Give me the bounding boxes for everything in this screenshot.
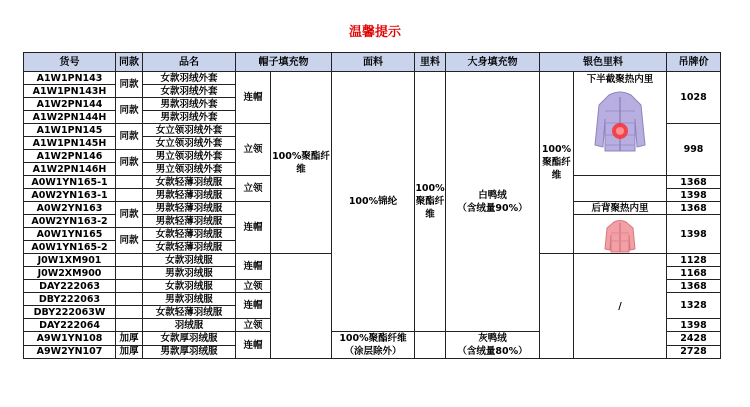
code-cell: A9W2YN107 xyxy=(24,345,116,359)
jacket-pink-icon xyxy=(603,219,637,253)
code-cell: A0W1YN165-1 xyxy=(24,176,116,189)
name-cell: 女款轻薄羽绒服 xyxy=(143,176,236,189)
name-cell: 男款羽绒外套 xyxy=(143,111,236,124)
same-cell xyxy=(116,267,143,280)
header-cell: 吊牌价 xyxy=(667,53,721,72)
header-cell: 里料 xyxy=(415,53,446,72)
code-cell: A1W1PN145 xyxy=(24,124,116,137)
header-cell: 品名 xyxy=(143,53,236,72)
name-cell: 女款羽绒服 xyxy=(143,254,236,267)
price-cell: 998 xyxy=(667,124,721,176)
body-fill-bottom-line1: 灰鸭绒 xyxy=(478,333,507,344)
code-cell: A9W1YN108 xyxy=(24,332,116,346)
name-cell: 男立领羽绒外套 xyxy=(143,150,236,163)
code-cell: A0W1YN165 xyxy=(24,228,116,241)
hat-fill-cell: 100%聚酯纤维 xyxy=(271,72,332,254)
price-cell: 2728 xyxy=(667,345,721,359)
code-cell: A1W2PN144 xyxy=(24,98,116,111)
price-cell: 1368 xyxy=(667,280,721,293)
lining-empty-cell xyxy=(415,332,446,359)
fabric-cell: 100%锦纶 xyxy=(332,72,415,332)
lower-heat-label: 下半截聚热内里 xyxy=(586,74,654,85)
code-cell: A0W2YN163 xyxy=(24,202,116,215)
same-cell xyxy=(116,254,143,267)
code-cell: A0W2YN163-2 xyxy=(24,215,116,228)
name-cell: 女款轻薄羽绒服 xyxy=(143,241,236,254)
code-cell: A1W2PN144H xyxy=(24,111,116,124)
price-cell: 1368 xyxy=(667,176,721,189)
table-row xyxy=(24,72,721,85)
name-cell: 男款羽绒服 xyxy=(143,293,236,306)
same-cell xyxy=(116,280,143,293)
hat-style-cell: 立领 xyxy=(236,319,271,332)
price-cell: 1328 xyxy=(667,293,721,319)
name-cell: 女款厚羽绒服 xyxy=(143,332,236,346)
name-cell: 男款轻薄羽绒服 xyxy=(143,202,236,215)
code-cell: A1W2PN146 xyxy=(24,150,116,163)
same-cell: 加厚 xyxy=(116,345,143,359)
code-cell: DBY222063 xyxy=(24,293,116,306)
code-cell: A1W1PN145H xyxy=(24,137,116,150)
header-cell: 同款 xyxy=(116,53,143,72)
name-cell: 女款羽绒外套 xyxy=(143,85,236,98)
hat-style-cell: 连帽 xyxy=(236,254,271,280)
fabric-bottom-cell: 100%聚酯纤维（涂层除外） xyxy=(332,332,415,359)
silver-image-cell xyxy=(574,72,667,176)
name-cell: 男款羽绒外套 xyxy=(143,98,236,111)
silver-image-cell xyxy=(574,215,667,254)
price-cell: 1398 xyxy=(667,189,721,202)
hat-style-cell: 连帽 xyxy=(236,72,271,124)
body-fill-bottom-cell xyxy=(446,332,540,359)
name-cell: 男款轻薄羽绒服 xyxy=(143,189,236,202)
price-cell: 1398 xyxy=(667,319,721,332)
hat-fill-empty-cell xyxy=(271,254,332,359)
body-fill-line2: （含绒量90%） xyxy=(457,202,528,214)
page-title: 温馨提示 xyxy=(348,25,401,40)
price-cell: 1028 xyxy=(667,72,721,124)
price-cell: 1168 xyxy=(667,267,721,280)
silver-fiber-cell: 100%聚酯纤维 xyxy=(540,72,574,254)
code-cell: A1W1PN143 xyxy=(24,72,116,85)
body-fill-line1: 白鸭绒 xyxy=(478,189,507,201)
product-table xyxy=(23,52,721,359)
header-row xyxy=(24,53,721,72)
name-cell: 男款轻薄羽绒服 xyxy=(143,215,236,228)
hat-style-cell: 连帽 xyxy=(236,202,271,254)
lining-cell: 100%聚酯纤维 xyxy=(415,72,446,332)
same-cell xyxy=(116,176,143,189)
name-cell: 男款羽绒服 xyxy=(143,267,236,280)
silver-empty-cell xyxy=(574,176,667,202)
name-cell: 女款轻薄羽绒服 xyxy=(143,228,236,241)
code-cell: A1W2PN146H xyxy=(24,163,116,176)
name-cell: 女款羽绒服 xyxy=(143,280,236,293)
code-cell: A0W2YN163-1 xyxy=(24,189,116,202)
hat-style-cell: 立领 xyxy=(236,124,271,176)
hat-style-cell: 连帽 xyxy=(236,293,271,319)
code-cell: A0W1YN165-2 xyxy=(24,241,116,254)
same-cell: 同款 xyxy=(116,124,143,150)
code-cell: A1W1PN143H xyxy=(24,85,116,98)
name-cell: 女立领羽绒外套 xyxy=(143,124,236,137)
same-cell: 同款 xyxy=(116,202,143,228)
same-cell xyxy=(116,293,143,306)
header-cell: 面料 xyxy=(332,53,415,72)
same-cell: 同款 xyxy=(116,98,143,124)
same-cell xyxy=(116,189,143,202)
price-cell: 2428 xyxy=(667,332,721,346)
back-heat-label: 后背聚热内里 xyxy=(574,202,667,215)
same-cell: 同款 xyxy=(116,228,143,254)
same-cell: 同款 xyxy=(116,72,143,98)
header-cell: 银色里料 xyxy=(540,53,667,72)
body-fill-cell xyxy=(446,72,540,332)
name-cell: 女立领羽绒外套 xyxy=(143,137,236,150)
header-cell: 帽子填充物 xyxy=(236,53,332,72)
code-cell: DAY222063 xyxy=(24,280,116,293)
jacket-lavender-icon xyxy=(591,89,649,155)
name-cell: 女款轻薄羽绒服 xyxy=(143,306,236,319)
body-fill-bottom-line2: （含绒量80%） xyxy=(457,346,528,357)
code-cell: DBY222063W xyxy=(24,306,116,319)
price-cell: 1368 xyxy=(667,202,721,215)
name-cell: 男款厚羽绒服 xyxy=(143,345,236,359)
same-cell: 加厚 xyxy=(116,332,143,346)
hat-style-cell: 连帽 xyxy=(236,332,271,359)
hat-style-cell: 立领 xyxy=(236,280,271,293)
name-cell: 女款羽绒外套 xyxy=(143,72,236,85)
name-cell: 羽绒服 xyxy=(143,319,236,332)
header-cell: 货号 xyxy=(24,53,116,72)
same-cell xyxy=(116,319,143,332)
price-cell: 1398 xyxy=(667,215,721,254)
silver-none-cell: / xyxy=(574,254,667,359)
code-cell: DAY222064 xyxy=(24,319,116,332)
silver-fiber-empty-cell xyxy=(540,254,574,359)
header-cell: 大身填充物 xyxy=(446,53,540,72)
price-cell: 1128 xyxy=(667,254,721,267)
name-cell: 男立领羽绒外套 xyxy=(143,163,236,176)
same-cell: 同款 xyxy=(116,150,143,176)
same-cell xyxy=(116,306,143,319)
hat-style-cell: 立领 xyxy=(236,176,271,202)
code-cell: J0W2XM900 xyxy=(24,267,116,280)
code-cell: J0W1XM901 xyxy=(24,254,116,267)
